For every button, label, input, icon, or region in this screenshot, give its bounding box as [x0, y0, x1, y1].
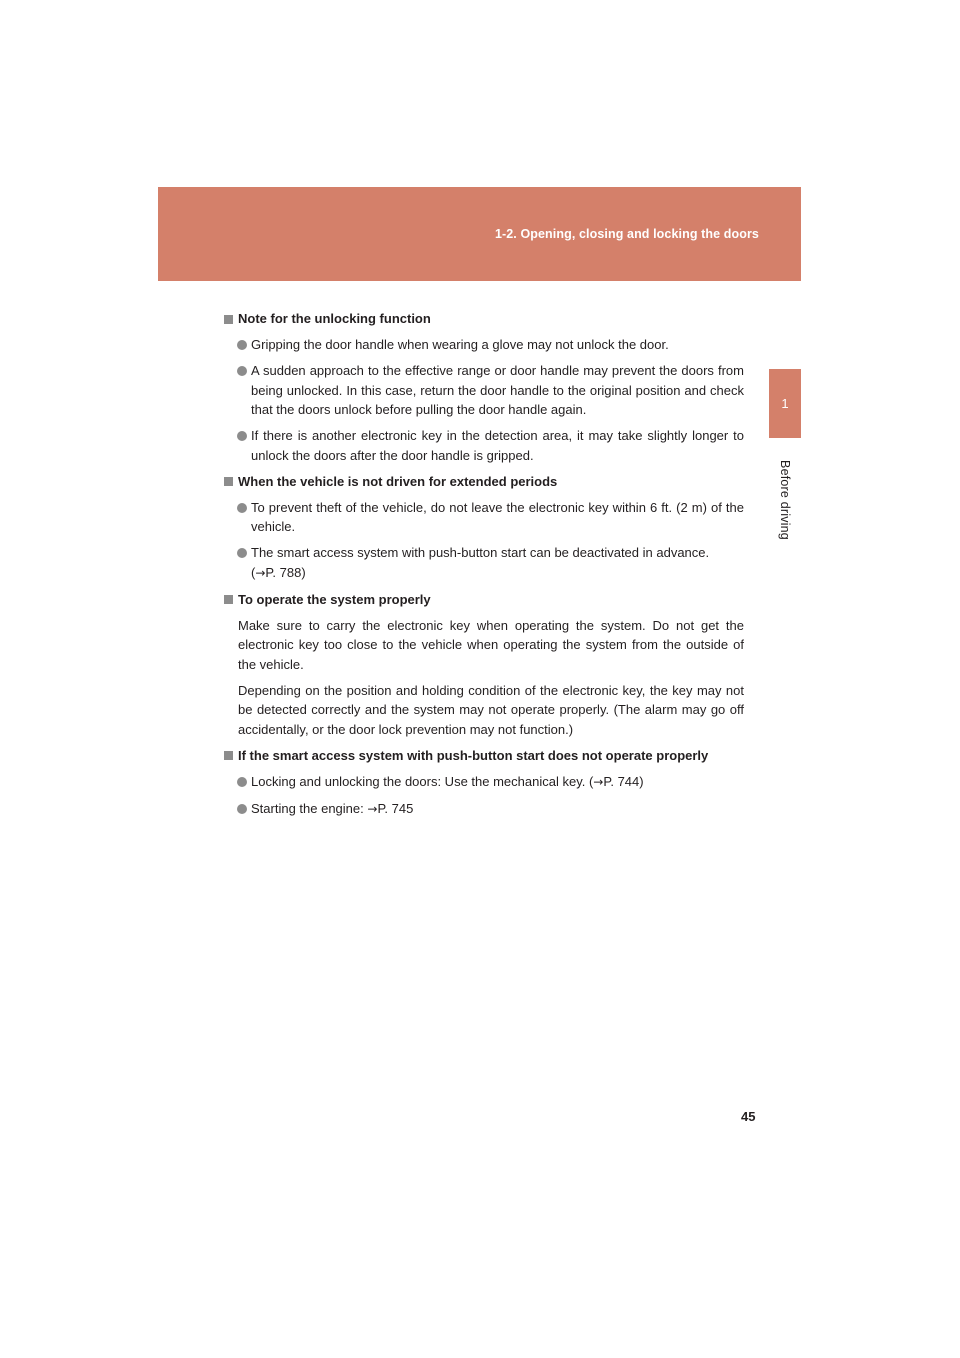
paragraph: Make sure to carry the electronic key when operating the system. Do not get the electronic key too close to the vehicle when operating the system from the outside of the vehicle.: [238, 617, 744, 672]
page-reference-link[interactable]: P. 744: [603, 773, 640, 789]
section-title: 1-2. Opening, closing and locking the doors: [494, 227, 759, 241]
header-band: [158, 187, 801, 281]
chapter-tab[interactable]: [769, 369, 801, 438]
list-item: Locking and unlocking the doors: Use the mechanical key. (→P. 744): [224, 772, 744, 793]
section-heading: To operate the system properly: [224, 590, 744, 610]
dot-bullet-icon: [237, 503, 247, 513]
list-item: To prevent theft of the vehicle, do not leave the electronic key within 6 ft. (2 m) of the vehicle.: [224, 498, 744, 537]
section-heading: When the vehicle is not driven for extended periods: [224, 472, 744, 492]
page-content: [224, 309, 744, 826]
section-unlocking: [224, 309, 744, 465]
paragraph: Depending on the position and holding condition of the electronic key, the key may not be detected correctly and the system may not operate properly. (The alarm may go off accidentally, or the door lock prevention may not function.): [238, 682, 744, 737]
arrow-right-icon: →: [593, 774, 604, 789]
section-heading: Note for the unlocking function: [224, 309, 744, 329]
page-reference-link[interactable]: P. 745: [377, 800, 414, 816]
page-number: 45: [741, 1109, 756, 1124]
dot-bullet-icon: [237, 366, 247, 376]
dot-bullet-icon: [237, 804, 247, 814]
dot-bullet-icon: [237, 777, 247, 787]
square-bullet-icon: [224, 751, 233, 760]
section-extended-periods: [224, 472, 744, 584]
chapter-label: Before driving: [778, 460, 792, 540]
arrow-right-icon: →: [367, 801, 378, 816]
list-item: A sudden approach to the effective range or door handle may prevent the doors from being unlocked. In this case, return the door handle to the original position and check that the doors unlock before pulling the door handle again.: [224, 361, 744, 420]
dot-bullet-icon: [237, 340, 247, 350]
chapter-number: 1: [781, 396, 789, 411]
section-operate-properly: [224, 590, 744, 740]
section-heading: If the smart access system with push-button start does not operate properly: [224, 746, 744, 766]
dot-bullet-icon: [237, 431, 247, 441]
list-item: Starting the engine: →P. 745: [224, 799, 744, 820]
list-item: Gripping the door handle when wearing a glove may not unlock the door.: [224, 335, 744, 355]
page-reference-link[interactable]: P. 788: [265, 564, 302, 580]
dot-bullet-icon: [237, 548, 247, 558]
section-not-operate: [224, 746, 744, 820]
list-item: If there is another electronic key in the detection area, it may take slightly longer to unlock the doors after the door handle is gripped.: [224, 426, 744, 465]
square-bullet-icon: [224, 315, 233, 324]
arrow-right-icon: →: [255, 565, 266, 580]
square-bullet-icon: [224, 477, 233, 486]
square-bullet-icon: [224, 595, 233, 604]
list-item: The smart access system with push-button start can be deactivated in advance. (→P. 788): [224, 543, 744, 583]
